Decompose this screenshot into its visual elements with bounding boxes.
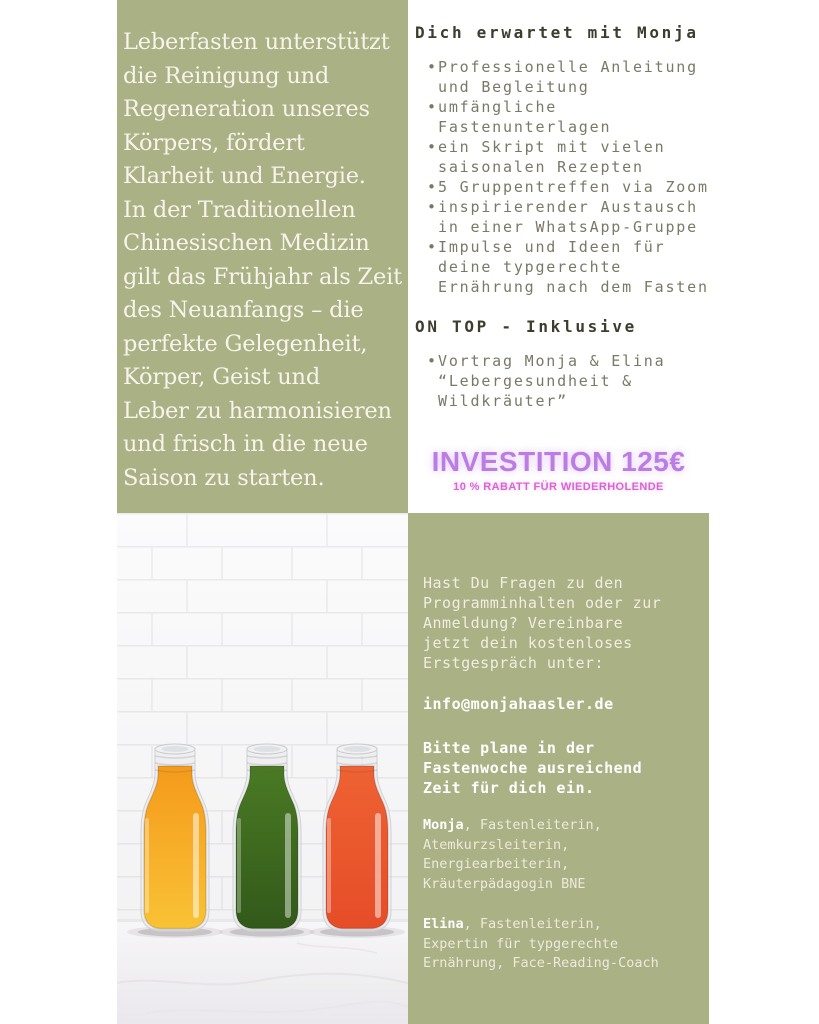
contact-notice: Bitte plane in der Fastenwoche ausreichend Zeit für dich ein. — [423, 739, 643, 797]
juice-photo-illustration — [117, 513, 408, 1024]
program-heading: Dich erwartet mit Monja — [415, 23, 699, 42]
intro-line: die Reinigung und — [123, 62, 330, 89]
intro-line: Saison zu starten. — [123, 464, 325, 491]
intro-line: Regeneration unseres — [123, 96, 370, 122]
person-name: Monja — [423, 817, 464, 833]
list-item-text: Vortrag Monja & Elina “Lebergesundheit & Wildkräuter” — [438, 352, 666, 410]
program-panel — [415, 0, 715, 494]
ontop-heading: ON TOP - Inklusive — [415, 317, 637, 336]
list-item — [415, 57, 715, 97]
intro-line: perfekte Gelegenheit, — [123, 330, 368, 357]
person-name: Elina — [423, 916, 464, 932]
intro-line: Leber zu harmonisieren — [123, 397, 392, 424]
intro-line: Körper, Geist und — [123, 364, 321, 390]
intro-line: des Neuanfangs – die — [123, 297, 364, 323]
investition-block — [408, 447, 709, 494]
bullet-icon: • — [427, 98, 437, 116]
bullet-icon: • — [427, 238, 437, 256]
intro-line: Leberfasten unterstützt — [123, 29, 390, 55]
intro-line: und frisch in die neue — [123, 431, 368, 457]
juice-photo — [117, 513, 408, 1024]
intro-line: gilt das Frühjahr als Zeit — [123, 263, 402, 290]
intro-line: Klarheit und Energie. — [123, 163, 366, 189]
list-item-text: 5 Gruppentreffen via Zoom — [438, 178, 709, 196]
intro-panel — [117, 0, 408, 513]
program-list — [415, 57, 715, 297]
intro-line: In der Traditionellen — [123, 196, 356, 223]
bullet-icon: • — [427, 58, 437, 76]
credential-monja — [423, 816, 667, 894]
intro-line: Chinesischen Medizin — [123, 230, 370, 256]
investition-subtitle: 10 % RABATT FÜR WIEDERHOLENDE — [453, 481, 664, 493]
bullet-icon: • — [427, 138, 437, 156]
bullet-icon: • — [427, 178, 437, 196]
intro-line: Körpers, fördert — [123, 129, 305, 156]
ontop-list — [415, 351, 715, 411]
person-roles: , Fastenleiterin, Atemkurzsleiterin, Energiearbeiterin, Kräuterpädagogin BNE — [423, 817, 602, 892]
list-item-text: inspirierender Austausch in einer WhatsApp-Gruppe — [438, 198, 698, 236]
list-item — [415, 351, 715, 411]
list-item — [415, 137, 715, 177]
list-item — [415, 237, 715, 297]
list-item-text: umfängliche Fastenunterlagen — [438, 98, 612, 136]
list-item-text: Professionelle Anleitung und Begleitung — [438, 58, 698, 96]
contact-email: info@monjahaasler.de — [423, 695, 614, 713]
credential-elina — [423, 915, 667, 974]
list-item — [415, 197, 715, 237]
bullet-icon: • — [427, 198, 437, 216]
contact-panel — [408, 513, 709, 1024]
person-roles: , Fastenleiterin, Expertin für typgerechte Ernährung, Face-Reading-Coach — [423, 916, 659, 971]
list-item — [415, 177, 715, 197]
list-item — [415, 97, 715, 137]
list-item-text: Impulse und Ideen für deine typgerechte Ernährung nach dem Fasten — [438, 238, 709, 296]
contact-intro: Hast Du Fragen zu den Programminhalten oder zur Anmeldung? Vereinbare jetzt dein kostenloses Erstgespräch unter: — [423, 574, 662, 672]
investition-title: INVESTITION 125€ — [431, 446, 686, 477]
bullet-icon: • — [427, 352, 437, 370]
list-item-text: ein Skript mit vielen saisonalen Rezepten — [438, 138, 666, 176]
